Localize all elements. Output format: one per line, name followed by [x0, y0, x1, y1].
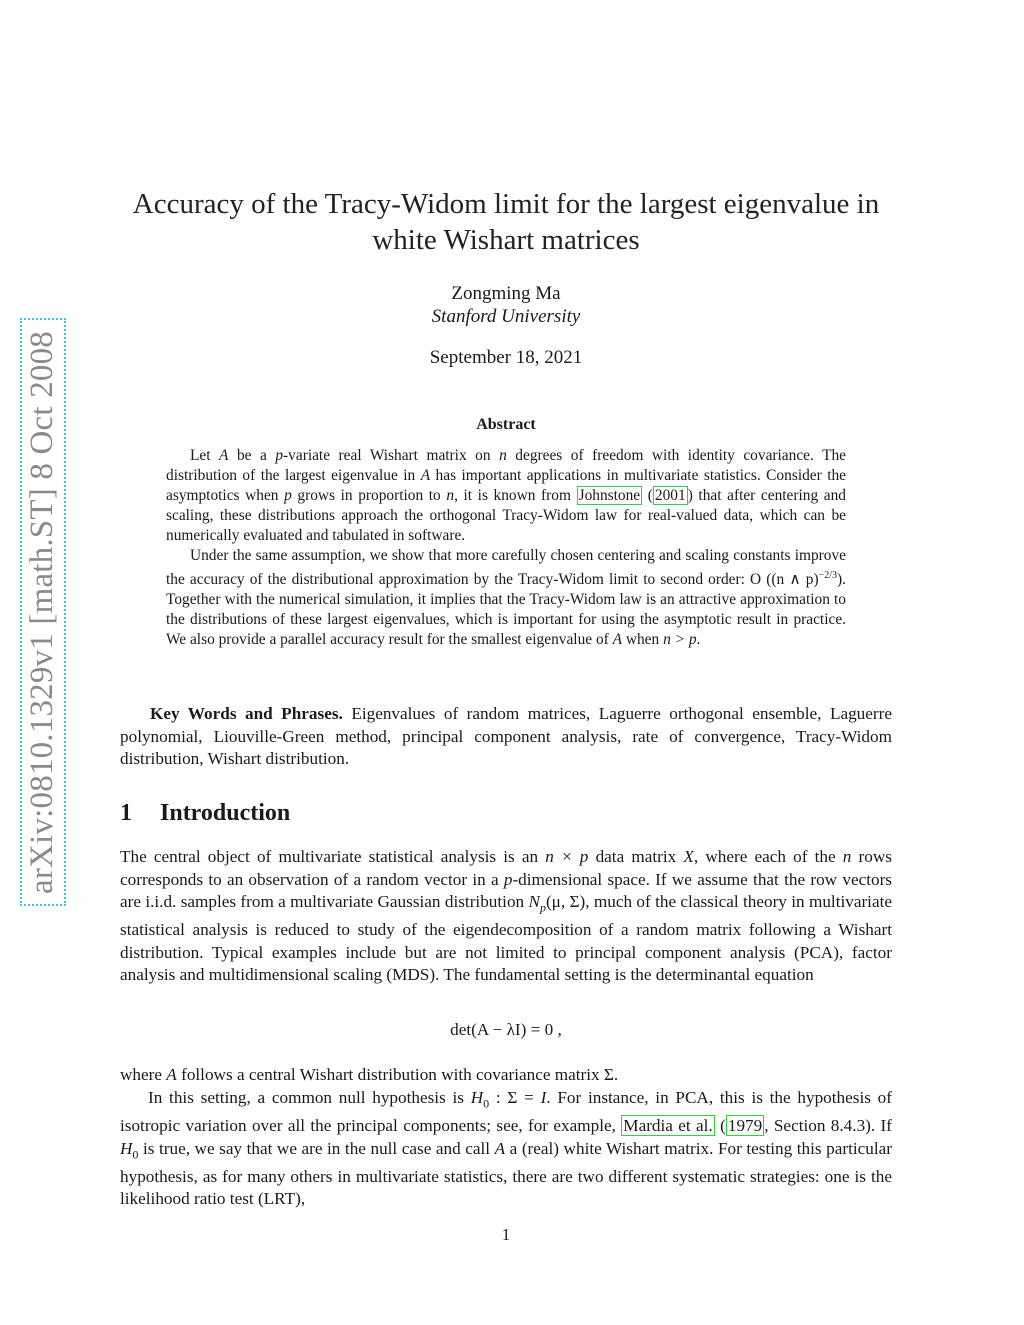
paper-date: September 18, 2021	[429, 347, 583, 368]
abstract-heading: Abstract	[476, 416, 536, 433]
author-affiliation: Stanford University	[431, 306, 581, 327]
paper-title: Accuracy of the Tracy-Widom limit for the largest eigenvalue in white Wishart matrices	[132, 188, 880, 256]
author-name: Zongming Ma	[451, 283, 561, 304]
citation-link-johnstone-year[interactable]: 2001	[654, 487, 686, 504]
section-number: 1	[120, 800, 132, 826]
determinantal-equation: det(A − λI) = 0 ,	[450, 1020, 562, 1039]
keywords-paragraph	[120, 703, 892, 771]
intro-paragraph-1: The central object of multivariate statistical analysis is an n × p data matrix X, where each of the n rows corresponds to an observation of a random vector in a p-dimensional space. If we assume that the row vectors are i.i.d. samples from a multivariate Gaussian distribution $N_p(\mu$, Σ), much of the classical theory in multivariate statistical analysis is reduced to study of the eigendecomposition of a random matrix following a Wishart distribution. Typical examples include but are not limited to principal component analysis (PCA), factor analysis and multidimensional scaling (MDS). The fundamental setting is the determinantal equation	[120, 847, 892, 985]
arxiv-identifier: arXiv:0810.1329v1 [math.ST] 8 Oct 2008	[24, 330, 61, 894]
abstract-paragraph-2: Under the same assumption, we show that more carefully chosen centering and scaling constants improve the accuracy of the distributional approximation by the Tracy-Widom limit to second order: O ((n ∧ p)$^{-2/3}$). Together with the numerical simulation, it implies that the Tracy-Widom law is an attractive approximation to the distributions of these largest eigenvalues, which is important for using the asymptotic result in practice. We also provide a parallel accuracy result for the smallest eigenvalue of A when n > p.	[166, 547, 846, 649]
convergence-rate: O ((n ∧ p)$^{-2/3}$)	[750, 570, 843, 589]
citation-link-johnstone[interactable]: Johnstone	[578, 487, 641, 504]
page-number: 1	[501, 1225, 511, 1244]
keywords-list: Eigenvalues of random matrices, Laguerre orthogonal ensemble, Laguerre polynomial, Liouville-Green method, principal component analysis, rate of convergence, Tracy-Widom distribution, Wishart distribution.	[120, 704, 892, 769]
section-title: Introduction	[160, 800, 291, 826]
abstract-body	[166, 446, 846, 650]
citation-link-mardia[interactable]: Mardia et al.	[623, 1116, 713, 1136]
keywords-label: Key Words and Phrases.	[150, 704, 343, 723]
intro-paragraph-3: In this setting, a common null hypothesis is $H_0$ : Σ = I. For instance, in PCA, this is the hypothesis of isotropic variation over all the principal components; see, for example, Mardia et al. ( 1979 , Section 8.4.3). If $H_0$ is true, we say that we are in the null case and call A a (real) white Wishart matrix. For testing this particular hypothesis, as for many others in multivariate statistics, there are two different systematic strategies: one is the likelihood ratio test (LRT),	[120, 1088, 892, 1209]
citation-link-mardia-year[interactable]: 1979	[727, 1116, 763, 1136]
intro-paragraph-2: where A follows a central Wishart distribution with covariance matrix Σ.	[120, 1065, 619, 1084]
arxiv-stamp[interactable]	[23, 321, 63, 903]
section-heading-introduction	[120, 800, 290, 827]
abstract-paragraph-1: Let A be a p-variate real Wishart matrix on n degrees of freedom with identity covariance. The distribution of the largest eigenvalue in A has important applications in multivariate statistics. Consider the asymptotics when p grows in proportion to n, it is known from Johnstone ( 2001 ) that after centering and scaling, these distributions approach the orthogonal Tracy-Widom law for real-valued data, which can be numerically evaluated and tabulated in software.	[166, 447, 847, 544]
